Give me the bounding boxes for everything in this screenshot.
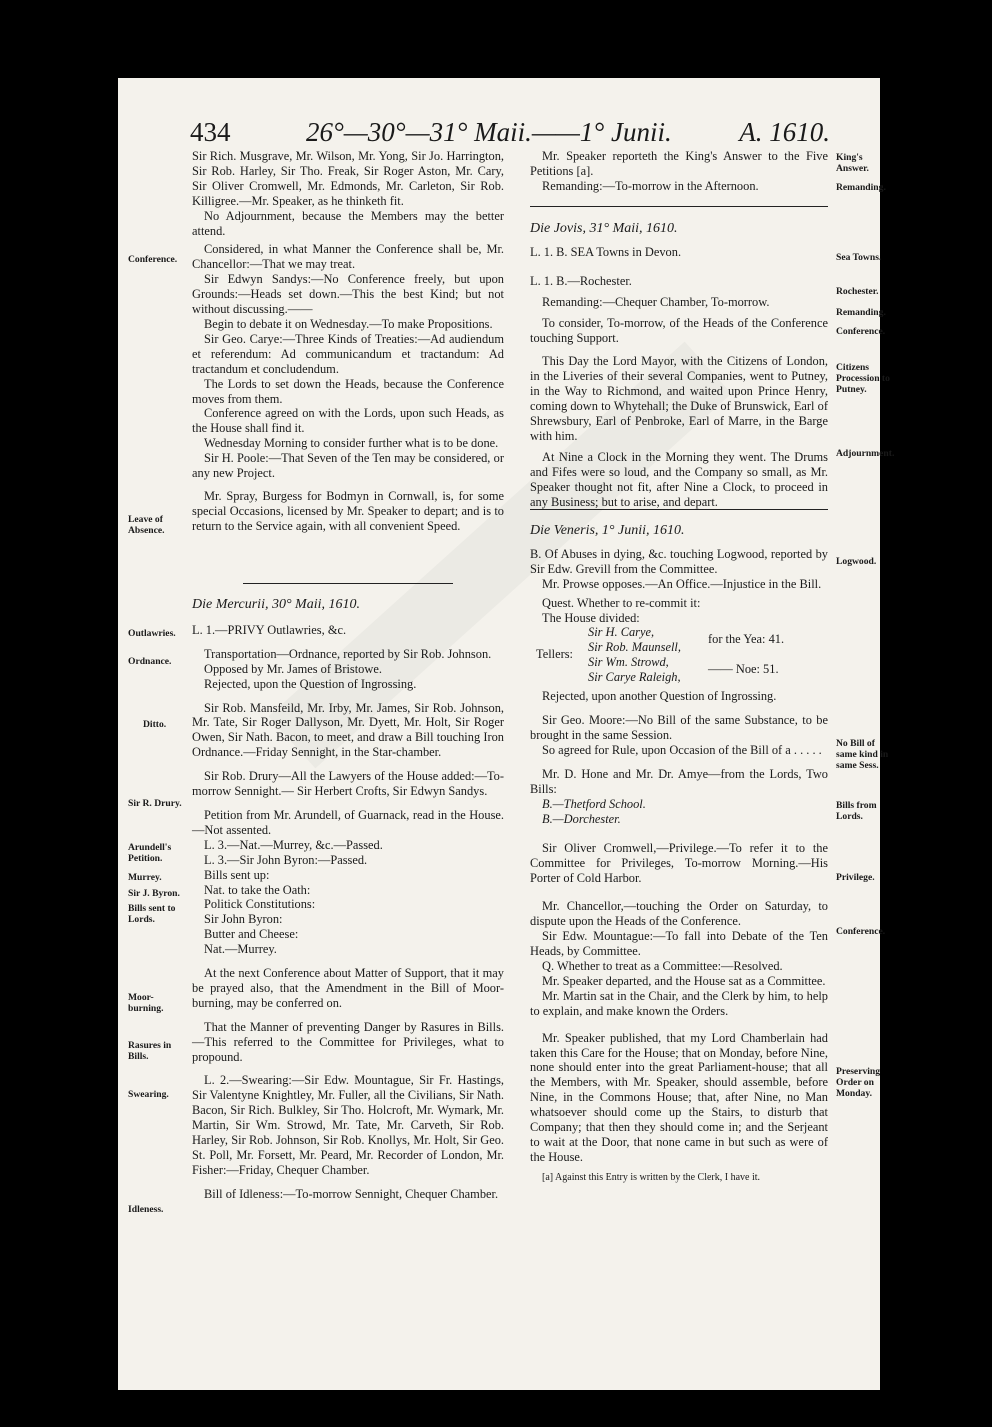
footnote: [a] Against this Entry is written by the Clerk, I have it.: [542, 1171, 761, 1183]
page-number: 434: [190, 117, 231, 147]
teller-name: Sir Carye Raleigh,: [588, 670, 681, 685]
paragraph: Sir Oliver Cromwell,—Privilege.—To refer it to the Committee for Privileges, To-morrow Morning.—His Porter of Cold Harbor.: [530, 840, 828, 885]
paragraph: Nat. to take the Oath:: [204, 882, 311, 897]
paragraph: Bill of Idleness:—To-morrow Sennight, Chequer Chamber.: [204, 1186, 499, 1201]
paragraph: Mr. Speaker published, that my Lord Chamberlain had taken this Care for the House; that on Monday, before Nine, none should enter into the great Parliament-house; that all the Members, with Mr. Speaker, should assemble, before Nine, in the Commons House; that, after Nine, no Man whatsoever should come up the Stairs, to disturb that Company; that then they should come in; and the Serjeant to wait at the Door, that none came in but such as were of the House.: [530, 1030, 828, 1164]
paragraph: Mr. Speaker departed, and the House sat as a Committee.: [542, 973, 826, 988]
paragraph: Mr. Chancellor,—touching the Order on Saturday, to dispute upon the Heads of the Conference.: [530, 899, 828, 929]
paragraph: Sir Rich. Musgrave, Mr. Wilson, Mr. Yong, Sir Jo. Harrington, Sir Rob. Harley, Sir Tho. Freak, Sir Roger Aston, Mr. Cary, Sir Oliver Cromwell, Mr. Edmonds, Mr. Carleton, Sir Rob. Killigree.—Mr. Speaker, as he thinketh fit.: [192, 149, 504, 208]
paragraph: Nat.—Murrey.: [204, 942, 277, 957]
paragraph: This Day the Lord Mayor, with the Citizens of London, in the Liveries of their several Companies, went to Putney, in the Way to Richmond, and waited upon Prince Henry, coming down to Whytehall; the Duke of Brunswick, Earl of Shrewsbury, Earl of Penbroke, Earl of Marre, in the Barge with him.: [530, 354, 828, 443]
paragraph: Mr. Martin sat in the Chair, and the Clerk by him, to help to explain, and make known the Orders.: [530, 988, 828, 1018]
margin-note: Rochester.: [836, 286, 879, 297]
margin-note: Bills from Lords.: [836, 800, 877, 822]
paragraph: L. 1. B.—Rochester.: [530, 273, 632, 288]
margin-note: Murrey.: [128, 872, 162, 883]
margin-note: Swearing.: [128, 1089, 169, 1100]
paragraph: Rejected, upon the Question of Ingrossing.: [204, 676, 417, 691]
section-rule: [530, 509, 828, 510]
margin-note: Conference.: [128, 254, 178, 265]
paragraph: Sir John Byron:: [204, 912, 283, 927]
paragraph: L. 1. B. SEA Towns in Devon.: [530, 244, 682, 259]
paragraph: Sir Rob. Drury—All the Lawyers of the House added:—To-morrow Sennight.— Sir Herbert Crofts, Sir Edwyn Sandys.: [192, 769, 504, 799]
paragraph: B.—Dorchester.: [542, 811, 621, 826]
margin-note: Remanding.: [836, 182, 886, 193]
margin-note: No Bill of same kind in same Sess.: [836, 738, 889, 771]
day-heading: Die Veneris, 1° Junii, 1610.: [530, 523, 685, 538]
section-rule: [243, 583, 453, 584]
header-year: A. 1610.: [739, 117, 830, 147]
tellers-block: [530, 625, 828, 685]
margin-note: Preserving Order on Monday.: [836, 1066, 881, 1099]
margin-note: Remanding.: [836, 307, 886, 318]
paragraph: Quest. Whether to re-commit it:: [542, 595, 701, 610]
paragraph: Sir Rob. Mansfeild, Mr. Irby, Mr. James, Sir Rob. Johnson, Mr. Tate, Sir Roger Dallyson, Mr. Dyett, Mr. Holt, Sir Roger Owen, Sir Nath. Bacon, to meet, and draw a Bill touching Iron Ordnance.—Friday Sennight, in the Star-chamber.: [192, 700, 504, 760]
paragraph: Rejected, upon another Question of Ingrossing.: [542, 689, 777, 704]
margin-note: Outlawries.: [128, 628, 176, 639]
right-column-top: [530, 149, 828, 194]
paragraph: Butter and Cheese:: [204, 927, 299, 942]
margin-note: Privilege.: [836, 872, 875, 883]
paragraph: Mr. Prowse opposes.—An Office.—Injustice in the Bill.: [542, 576, 822, 591]
paragraph: The Lords to set down the Heads, because the Conference moves from them.: [192, 376, 504, 406]
margin-note: Conference.: [836, 926, 886, 937]
paragraph: B.—Thetford School.: [542, 796, 646, 811]
margin-note: Sea Towns.: [836, 252, 882, 263]
header-dates: 26°—30°—31° Maii.——1° Junii.: [306, 117, 672, 147]
paragraph: Sir Edw. Mountague:—To fall into Debate of the Ten Heads, by Committee.: [530, 929, 828, 959]
margin-note: King's Answer.: [836, 152, 869, 174]
teller-name: Sir Rob. Maunsell,: [588, 640, 681, 655]
margin-note: Sir R. Drury.: [128, 798, 182, 809]
vote-yea: for the Yea: 41.: [708, 632, 785, 647]
section-rule: [530, 206, 828, 207]
margin-note: Adjournment.: [836, 448, 895, 459]
paragraph: No Adjournment, because the Members may the better attend.: [192, 208, 504, 238]
vote-noe: —— Noe: 51.: [708, 662, 779, 677]
paragraph: That the Manner of preventing Danger by Rasures in Bills.—This referred to the Committee for Privileges, what to propound.: [192, 1019, 504, 1064]
margin-note: Idleness.: [128, 1204, 164, 1215]
paragraph: Opposed by Mr. James of Bristowe.: [204, 661, 382, 676]
teller-name: Sir H. Carye,: [588, 625, 655, 640]
margin-note: Leave of Absence.: [128, 514, 165, 536]
paragraph: Politick Constitutions:: [204, 897, 316, 912]
right-column-jovis: [530, 222, 828, 510]
paragraph: Wednesday Morning to consider further what is to be done.: [204, 436, 499, 451]
teller-name: Sir Wm. Strowd,: [588, 655, 669, 670]
margin-note: Bills sent to Lords.: [128, 903, 176, 925]
margin-note: Conference.: [836, 326, 886, 337]
paragraph: Begin to debate it on Wednesday.—To make Propositions.: [204, 316, 493, 331]
paragraph: Mr. D. Hone and Mr. Dr. Amye—from the Lords, Two Bills:: [530, 767, 828, 796]
paragraph: Sir H. Poole:—That Seven of the Ten may be considered, or any new Project.: [192, 451, 504, 481]
paragraph: Q. Whether to treat as a Committee:—Resolved.: [542, 959, 783, 974]
paragraph: Bills sent up:: [204, 867, 270, 882]
margin-note: Citizens Procession to Putney.: [836, 362, 890, 395]
margin-note: Rasures in Bills.: [128, 1040, 172, 1062]
paragraph: Remanding:—Chequer Chamber, To-morrow.: [542, 294, 770, 309]
paragraph: Sir Geo. Carye:—Three Kinds of Treaties:—Ad audiendum et referendum: Ad communicandum et tractandum: Ad tractandum et concludendum.: [192, 331, 504, 376]
paragraph: L. 2.—Swearing:—Sir Edw. Mountague, Sir Fr. Hastings, Sir Valentyne Knightley, Mr. Fuller, all the Civilians, Sir Nath. Bacon, Sir Rich. Bulkley, Sir Tho. Holcroft, Mr. Wymark, Mr. Martin, Sir Wm. Strowd, Mr. Tate, Mr. Carveth, Sir Rob. Harley, Sir Rob. Johnson, Sir Rob. Knollys, Mr. Holt, Sir Geo. St. Poll, Mr. Forsett, Mr. Peard, Mr. Recorder of London, Mr. Fisher:—Friday, Chequer Chamber.: [192, 1073, 504, 1177]
paragraph: L. 1.—PRIVY Outlawries, &c.: [192, 622, 347, 637]
paragraph: Transportation—Ordnance, reported by Sir Rob. Johnson.: [204, 646, 492, 661]
margin-note: Ordnance.: [128, 656, 172, 667]
margin-note: Moor-burning.: [128, 992, 164, 1014]
margin-note: Ditto.: [143, 719, 167, 730]
margin-note: Arundell's Petition.: [128, 842, 172, 864]
paragraph: B. Of Abuses in dying, &c. touching Logwood, reported by Sir Edw. Grevill from the Committee.: [530, 546, 828, 576]
paragraph: So agreed for Rule, upon Occasion of the Bill of a . . . . .: [542, 743, 822, 758]
left-column-lower: [192, 598, 504, 1202]
paragraph: Considered, in what Manner the Conference shall be, Mr. Chancellor:—That we may treat.: [192, 242, 504, 272]
paragraph: Remanding:—To-morrow in the Afternoon.: [542, 178, 759, 193]
margin-note: Sir J. Byron.: [128, 888, 180, 899]
paragraph: The House divided:: [542, 610, 640, 625]
paragraph: Mr. Speaker reporteth the King's Answer to the Five Petitions [a].: [530, 149, 828, 178]
paragraph: L. 3.—Sir John Byron:—Passed.: [204, 852, 368, 867]
paragraph: L. 3.—Nat.—Murrey, &c.—Passed.: [204, 837, 383, 852]
paragraph: Sir Geo. Moore:—No Bill of the same Substance, to be brought in the same Session.: [530, 713, 828, 743]
day-heading: Die Jovis, 31° Maii, 1610.: [530, 221, 678, 236]
tellers-label: Tellers:: [536, 647, 573, 662]
paragraph: To consider, To-morrow, of the Heads of the Conference touching Support.: [530, 315, 828, 345]
paragraph: Conference agreed on with the Lords, upon such Heads, as the House shall find it.: [192, 406, 504, 436]
left-column: [192, 149, 504, 534]
margin-note: Logwood.: [836, 556, 877, 567]
paragraph: Sir Edwyn Sandys:—No Conference freely, but upon Grounds:—Heads set down.—This the best Kind; but not without discussing.——: [192, 272, 504, 317]
paragraph: Petition from Mr. Arundell, of Guarnack, read in the House.—Not assented.: [192, 807, 504, 837]
day-heading: Die Mercurii, 30° Maii, 1610.: [192, 597, 360, 612]
paragraph: Mr. Spray, Burgess for Bodmyn in Cornwall, is, for some special Occasions, licensed by Mr. Speaker to depart; and is to return to the Service again, with all convenient Speed.: [192, 488, 504, 533]
paragraph: At Nine a Clock in the Morning they went. The Drums and Fifes were so loud, and the Company so small, as Mr. Speaker thought not fit, after Nine a Clock, to proceed in any Business; but to arise, and depart.: [530, 449, 828, 509]
paragraph: At the next Conference about Matter of Support, that it may be prayed also, that the Amendment in the Bill of Moor-burning, may be conferred on.: [192, 966, 504, 1010]
right-column-veneris: [530, 524, 828, 1186]
